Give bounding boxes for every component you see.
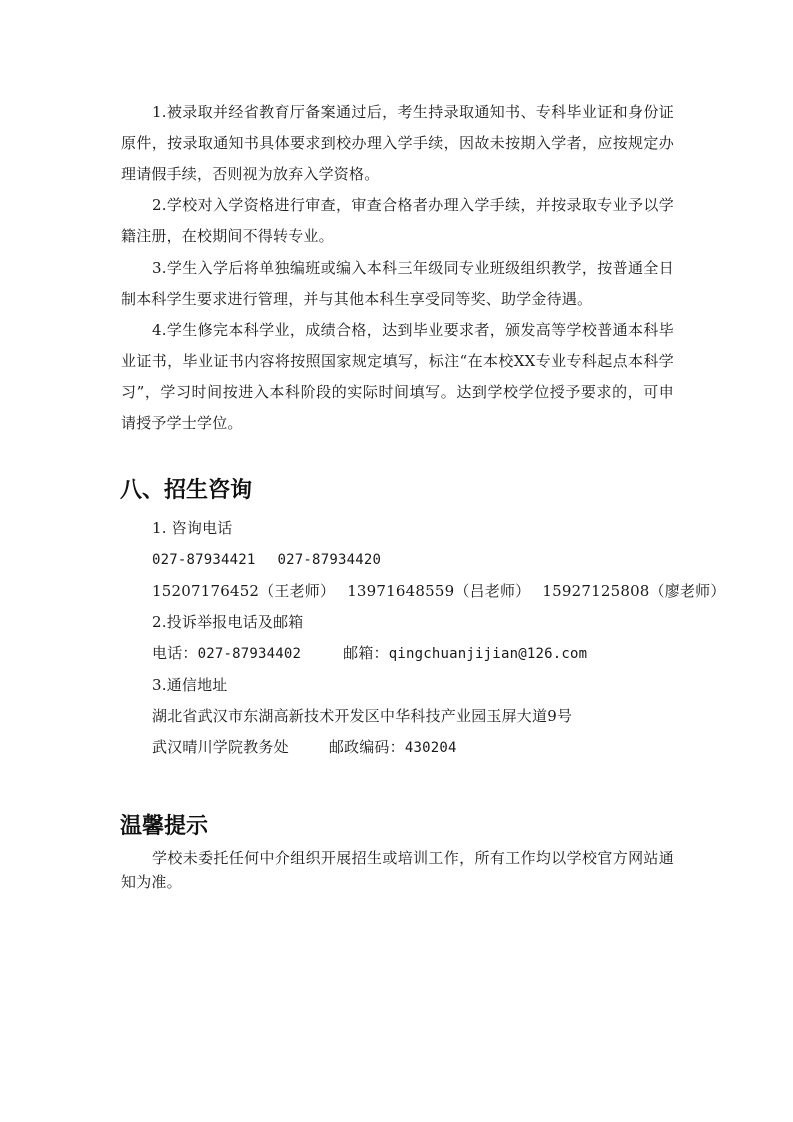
- consult-heading: 八、招生咨询: [120, 478, 253, 503]
- landline-row: [152, 548, 381, 571]
- landline-2: 027-87934420: [277, 552, 382, 568]
- address-line: 湖北省武汉市东湖高新技术开发区中华科技产业园玉屏大道9号: [152, 707, 573, 725]
- mobile-1: 15207176452（王老师）: [152, 582, 336, 600]
- enrollment-rule-3: 3.学生入学后将单独编班或编入本科三年级同专业班级组织教学，按普通全日制本科学生要求进行管理，并与其他本科生享受同等奖、助学金待遇。: [121, 259, 674, 308]
- enrollment-rule-1: 1.被录取并经省教育厅备案通过后，考生持录取通知书、专科毕业证和身份证原件，按录取通知书具体要求到校办理入学手续，因故未按期入学者，应按规定办理请假手续，否则视为放弃入学资格。: [121, 103, 674, 183]
- email-address: qingchuanjijian@126.com: [388, 646, 588, 662]
- postcode-label: 邮政编码：: [328, 738, 405, 756]
- enrollment-rule-2: 2.学校对入学资格进行审查，审查合格者办理入学手续，并按录取专业予以学籍注册，在校期间不得转专业。: [121, 196, 674, 245]
- complaint-phone: 027-87934402: [197, 646, 302, 662]
- complaint-label: 2.投诉举报电话及邮箱: [152, 613, 304, 631]
- notice-text: 学校未委托任何中介组织开展招生或培训工作，所有工作均以学校官方网站通知为准。: [121, 849, 674, 891]
- notice-heading: 温馨提示: [120, 814, 209, 839]
- office-row: [152, 736, 457, 759]
- enrollment-rule-4: 4.学生修完本科学业，成绩合格，达到毕业要求者，颁发高等学校普通本科毕业证书，毕业证书内容将按照国家规定填写，标注“在本校XX专业专科起点本科学习”，学习时间按进入本科阶段的实际时间填写。达到学校学位授予要求的，可申请授予学士学位。: [121, 321, 674, 432]
- mobile-row: [152, 580, 726, 602]
- consult-phone-label: 1. 咨询电话: [152, 519, 233, 537]
- email-label: 邮箱：: [343, 644, 389, 662]
- office-name: 武汉晴川学院教务处: [152, 738, 289, 756]
- address-label: 3.通信地址: [152, 676, 228, 694]
- postcode: 430204: [404, 740, 457, 756]
- complaint-phone-label: 电话：: [152, 644, 198, 662]
- landline-1: 027-87934421: [152, 552, 256, 568]
- mobile-2: 13971648559（吕老师）: [347, 582, 531, 600]
- mobile-3: 15927125808（廖老师）: [542, 582, 726, 600]
- complaint-row: [152, 642, 587, 665]
